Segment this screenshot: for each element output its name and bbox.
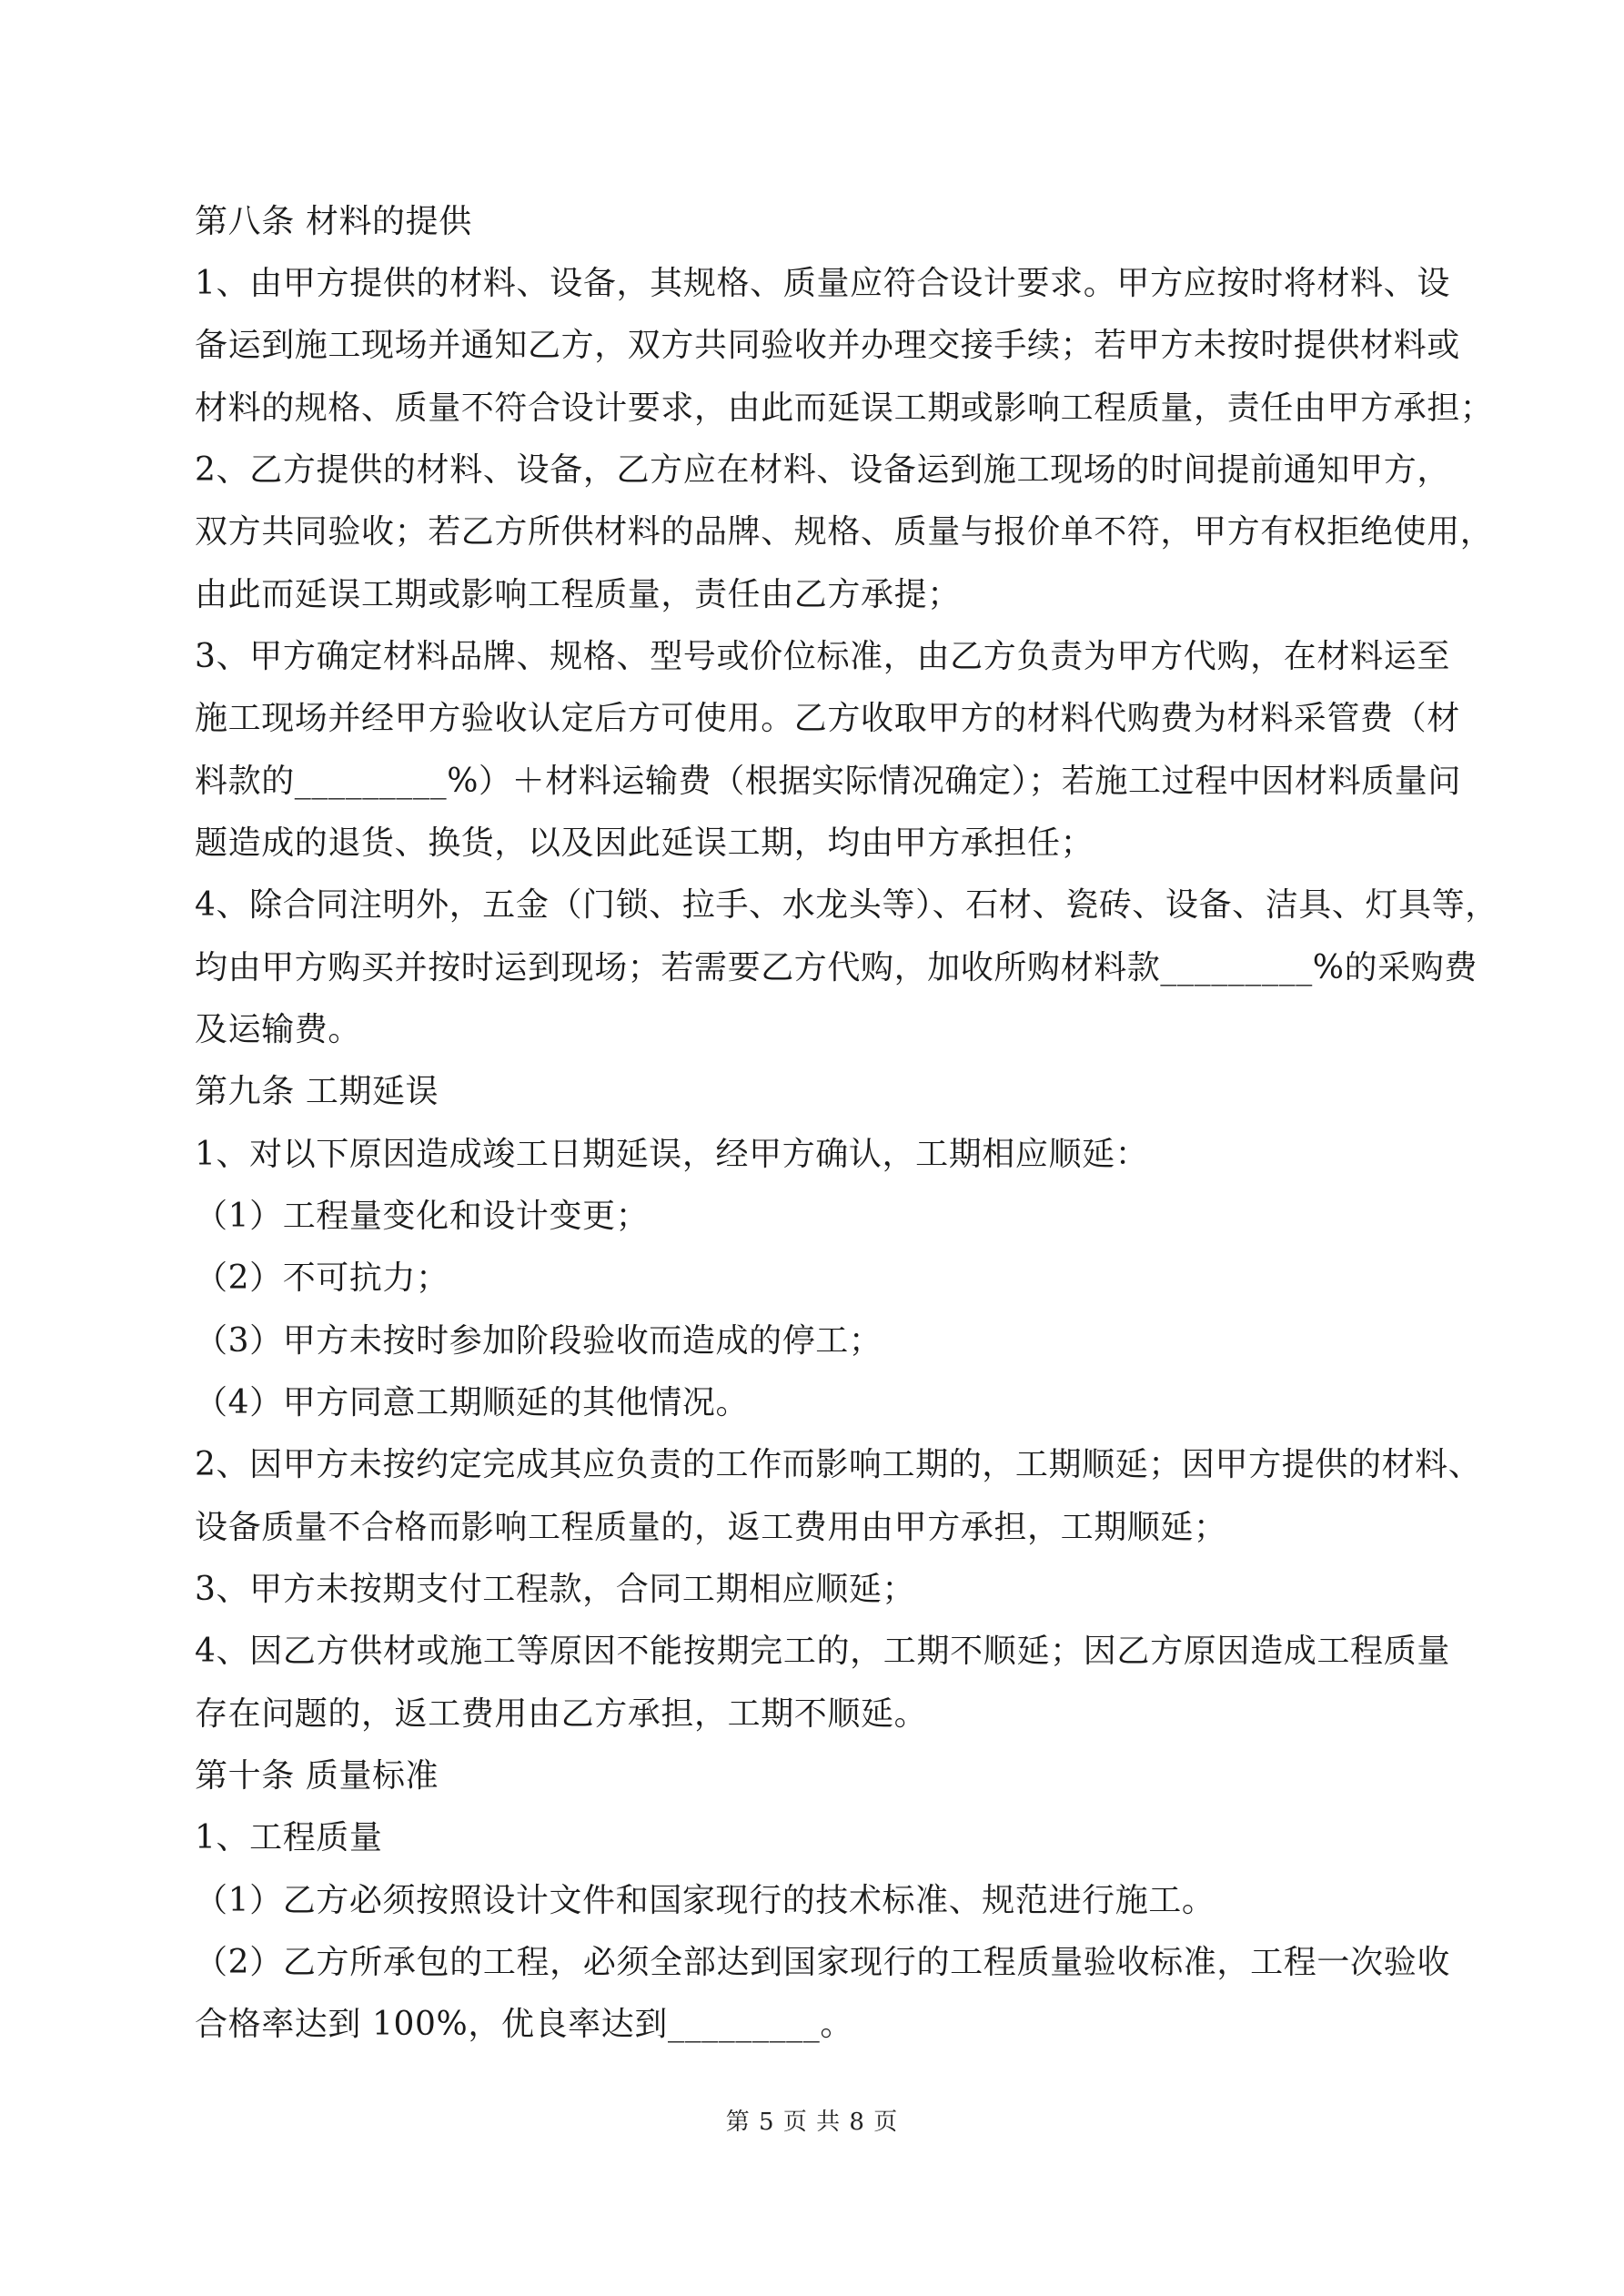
list-item: （1）乙方必须按照设计文件和国家现行的技术标准、规范进行施工。 — [195, 1882, 1215, 1919]
paragraph-line: 合格率达到 100%，优良率达到_________。 — [195, 2006, 853, 2043]
paragraph-line: 存在问题的，返工费用由乙方承担，工期不顺延。 — [195, 1695, 928, 1733]
heading-article-9: 第九条 工期延误 — [195, 1073, 439, 1110]
paragraph-line: 1、工程质量 — [195, 1819, 383, 1856]
paragraph-line: 1、对以下原因造成竣工日期延误，经甲方确认，工期相应顺延： — [195, 1136, 1149, 1173]
heading-article-10: 第十条 质量标准 — [195, 1757, 439, 1795]
paragraph-line: 施工现场并经甲方验收认定后方可使用。乙方收取甲方的材料代购费为材料采管费（材 — [195, 700, 1460, 737]
paragraph-line: 由此而延误工期或影响工程质量，责任由乙方承提； — [195, 576, 961, 613]
list-item: （1）工程量变化和设计变更； — [195, 1198, 650, 1235]
heading-article-8: 第八条 材料的提供 — [195, 203, 472, 240]
paragraph-line: 4、因乙方供材或施工等原因不能按期完工的，工期不顺延；因乙方原因造成工程质量 — [195, 1633, 1450, 1670]
paragraph-line: 4、除合同注明外，五金（门锁、拉手、水龙头等）、石材、瓷砖、设备、洁具、灯具等， — [195, 886, 1498, 924]
list-item: （2）乙方所承包的工程，必须全部达到国家现行的工程质量验收标准，工程一次验收 — [195, 1944, 1450, 1981]
list-item: （2）不可抗力； — [195, 1259, 449, 1297]
paragraph-line: 均由甲方购买并按时运到现场；若需要乙方代购，加收所购材料款_________%的采购费 — [195, 949, 1478, 986]
paragraph-line: 双方共同验收；若乙方所供材料的品牌、规格、质量与报价单不符，甲方有权拒绝使用， — [195, 513, 1494, 551]
paragraph-line: 2、因甲方未按约定完成其应负责的工作而影响工期的，工期顺延；因甲方提供的材料、 — [195, 1446, 1482, 1483]
list-item: （3）甲方未按时参加阶段验收而造成的停工； — [195, 1322, 883, 1360]
paragraph-line: 3、甲方未按期支付工程款，合同工期相应顺延； — [195, 1571, 916, 1608]
paragraph-line: 题造成的退货、换货，以及因此延误工期，均由甲方承担任； — [195, 824, 1094, 862]
paragraph-line: 备运到施工现场并通知乙方，双方共同验收并办理交接手续；若甲方未按时提供材料或 — [195, 327, 1460, 364]
paragraph-line: 2、乙方提供的材料、设备，乙方应在材料、设备运到施工现场的时间提前通知甲方， — [195, 451, 1450, 489]
list-item: （4）甲方同意工期顺延的其他情况。 — [195, 1384, 750, 1421]
paragraph-line: 料款的_________%）＋材料运输费（根据实际情况确定）；若施工过程中因材料质量问 — [195, 763, 1462, 800]
page-number-footer: 第 5 页 共 8 页 — [725, 2109, 899, 2136]
paragraph-line: 及运输费。 — [195, 1011, 362, 1048]
paragraph-line: 设备质量不合格而影响工程质量的，返工费用由甲方承担，工期顺延； — [195, 1509, 1227, 1546]
paragraph-line: 1、由甲方提供的材料、设备，其规格、质量应符合设计要求。甲方应按时将材料、设 — [195, 265, 1450, 302]
paragraph-line: 3、甲方确定材料品牌、规格、型号或价位标准，由乙方负责为甲方代购，在材料运至 — [195, 638, 1450, 675]
paragraph-line: 材料的规格、质量不符合设计要求，由此而延误工期或影响工程质量，责任由甲方承担； — [195, 389, 1494, 427]
